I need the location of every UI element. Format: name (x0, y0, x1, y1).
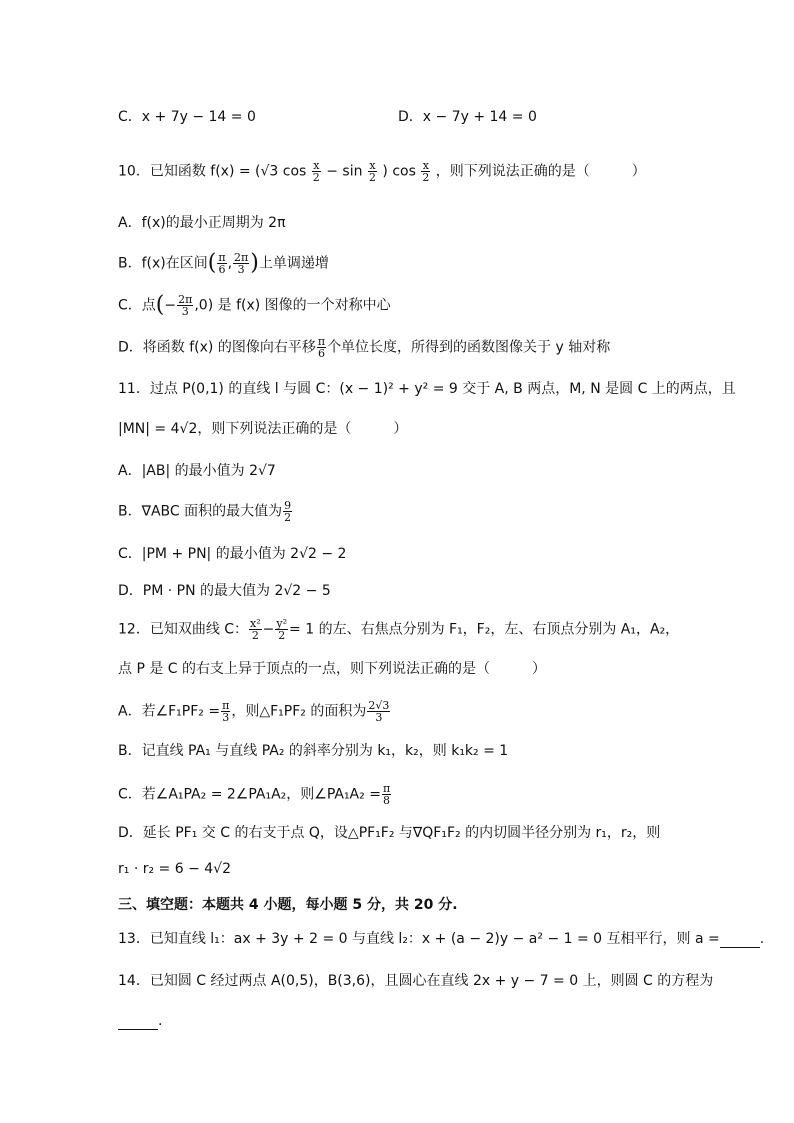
q13-text: 13．已知直线 l₁：ax + 3y + 2 = 0 与直线 l₂：x + (a − 2)y − a² − 1 = 0 互相平行，则 a = (118, 931, 720, 947)
q12-option-c (118, 783, 392, 806)
q11-option-b (118, 500, 293, 523)
q11-b-pre: B．∇ABC 面积的最大值为 (118, 503, 283, 520)
q10-stem-d: ，则下列说法正确的是（ ） (435, 163, 646, 180)
q10-frac-1: $\frac{x}{2}$ (312, 159, 320, 184)
q12-stem-line2: 点 P 是 C 的右支上异于顶点的一点，则下列说法正确的是（ ） (118, 661, 547, 677)
q10-option-a: A．f(x)的最小正周期为 2π (118, 215, 286, 231)
q12-a-frac-1: $\frac{\pi}{3}$ (222, 699, 230, 724)
q10-stem (118, 160, 646, 183)
q12-stem-line1: 12．已知双曲线 C： $\frac{\text{x²}}{2}$ − $\frac{\text{y²}}{2}$ = 1 的左、右焦点分别为 F₁，F₂，左、右顶点分别为 A₁，A₂， (118, 617, 680, 642)
q14-answer-blank[interactable] (118, 1015, 158, 1030)
q11-option-a: A．|AB| 的最小值为 2√7 (118, 463, 276, 479)
q10-stem-a: 10．已知函数 f(x) = (√3 cos (118, 163, 307, 180)
q13 (118, 930, 764, 948)
q12-option-a (118, 700, 391, 723)
q10-frac-3: $\frac{x}{2}$ (422, 159, 430, 184)
q12-a-frac-2: $\frac{2√3}{3}$ (368, 699, 390, 724)
q10-c-pre: C．点 (118, 297, 156, 314)
q12-option-d-line2: r₁ · r₂ = 6 − 4√2 (118, 861, 231, 877)
q11-option-d: D．PM · PN 的最大值为 2√2 − 5 (118, 583, 331, 599)
q11-stem-line1: 11．过点 P(0,1) 的直线 l 与圆 C：(x − 1)² + y² = 9 交于 A, B 两点，M, N 是圆 C 上的两点，且 (118, 381, 736, 397)
q13-tail: . (759, 931, 765, 947)
q14-answer-line (118, 1012, 162, 1030)
q11-stem-line2: |MN| = 4√2，则下列说法正确的是（ ） (118, 421, 408, 437)
q10-stem-b: − sin (326, 163, 363, 180)
q12-option-d-line1: D．延长 PF₁ 交 C 的右支于点 Q，设△PF₁F₂ 与∇QF₁F₂ 的内切圆半径分别为 r₁，r₂，则 (118, 825, 661, 841)
q12-frac-1: $\frac{\text{x²}}{2}$ (250, 617, 261, 642)
q10-stem-c: ) cos (382, 163, 416, 180)
q9-option-d: D．x − 7y + 14 = 0 (398, 109, 537, 125)
q12-frac-2: $\frac{\text{y²}}{2}$ (276, 617, 288, 642)
q12-c-pre: C．若∠A₁PA₂ = 2∠PA₁A₂，则∠PA₁A₂ = (118, 786, 381, 803)
q12-a-pre: A．若∠F₁PF₂ = (118, 703, 221, 720)
q12-a-mid: ，则△F₁PF₂ 的面积为 (231, 703, 367, 720)
q10-b-frac-2: $\frac{2\pi}{3}$ (234, 251, 249, 276)
q12-stem-pre: 12．已知双曲线 C： (118, 621, 249, 638)
q10-d-post: 个单位长度，所得到的函数图像关于 y 轴对称 (327, 339, 611, 356)
q11-option-c: C．|PM + PN| 的最小值为 2√2 − 2 (118, 546, 347, 562)
q12-stem-post: = 1 的左、右焦点分别为 F₁，F₂，左、右顶点分别为 A₁，A₂， (289, 621, 680, 638)
q14: 14．已知圆 C 经过两点 A(0,5)，B(3,6)，且圆心在直线 2x + y − 7 = 0 上，则圆 C 的方程为 (118, 973, 714, 989)
q9-option-c: C．x + 7y − 14 = 0 (118, 109, 256, 125)
q10-option-d (118, 336, 610, 359)
q10-b-post: 上单调递增 (258, 255, 329, 272)
q10-c-frac: $\frac{2\pi}{3}$ (178, 293, 193, 318)
q12-option-b: B．记直线 PA₁ 与直线 PA₂ 的斜率分别为 k₁，k₂，则 k₁k₂ = 1 (118, 743, 509, 759)
q13-answer-blank[interactable] (720, 933, 760, 948)
q11-b-frac: $\frac{9}{2}$ (284, 499, 292, 524)
q10-b-frac-1: $\frac{\pi}{6}$ (218, 251, 226, 276)
q10-frac-2: $\frac{x}{2}$ (368, 159, 376, 184)
section-heading: 三、填空题：本题共 4 小题，每小题 5 分，共 20 分. (118, 897, 458, 913)
q10-d-pre: D．将函数 f(x) 的图像向右平移 (118, 339, 316, 356)
q10-c-post: ,0) 是 f(x) 图像的一个对称中心 (194, 297, 391, 314)
q10-option-c: C．点(− $\frac{2\pi}{3}$ ,0) 是 f(x) 图像的一个对称中心 (118, 292, 391, 318)
q12-c-frac: $\frac{\pi}{8}$ (382, 782, 391, 807)
q14-tail: . (158, 1013, 163, 1029)
q10-option-b: B．f(x)在区间( $\frac{\pi}{6}$ , $\frac{2\pi}{3}$ )上单调递增 (118, 250, 329, 276)
q10-d-frac: $\frac{\pi}{6}$ (317, 335, 326, 360)
q10-b-pre: B．f(x)在区间 (118, 255, 208, 272)
